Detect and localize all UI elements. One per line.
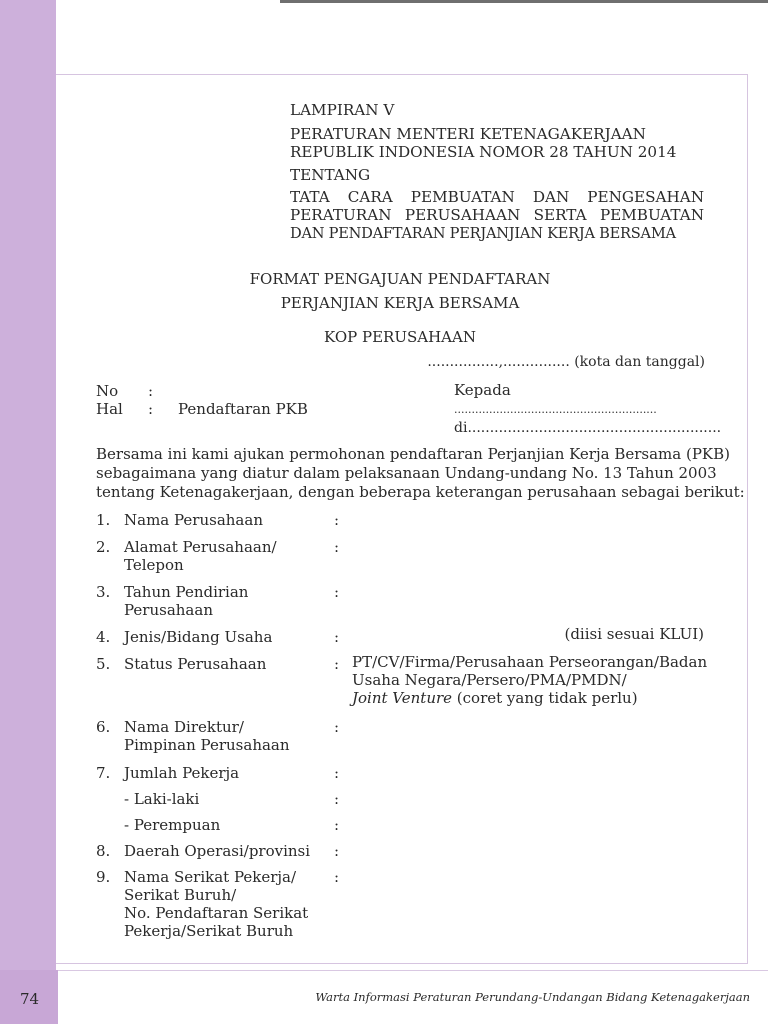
item-colon: : — [334, 538, 340, 556]
item-colon: : — [334, 718, 340, 736]
item-label: Alamat Perusahaan/ — [124, 538, 277, 556]
item-label: Pimpinan Perusahaan — [124, 736, 290, 754]
item-label: Daerah Operasi/provinsi — [124, 842, 311, 860]
coret-note: (coret yang tidak perlu) — [452, 689, 638, 707]
judul-line-2: PERATURAN PERUSAHAAN SERTA PEMBUATAN — [290, 206, 704, 224]
kota-tanggal: ................,............... (kota dan tanggal) — [427, 354, 705, 370]
tentang-label: TENTANG — [290, 166, 371, 184]
peraturan-line-1: PERATURAN MENTERI KETENAGAKERJAAN — [290, 125, 646, 143]
hal-value: Pendaftaran PKB — [178, 400, 308, 418]
item-colon: : — [334, 842, 340, 860]
kop-perusahaan: KOP PERUSAHAAN — [324, 328, 476, 346]
joint-venture-text: Joint Venture — [352, 689, 453, 707]
format-title-line-1: FORMAT PENGAJUAN PENDAFTARAN — [249, 270, 551, 288]
item-number: 9. — [96, 868, 111, 886]
no-colon: : — [148, 382, 154, 400]
paragraph-line-1: Bersama ini kami ajukan permohonan pendaftaran Perjanjian Kerja Bersama (PKB) — [96, 445, 731, 463]
item-colon: : — [334, 764, 340, 782]
item-number: 7. — [96, 764, 111, 782]
item-colon: : — [334, 511, 340, 529]
item-value-line-1: PT/CV/Firma/Perusahaan Perseorangan/Badan — [352, 653, 708, 671]
item-colon: : — [334, 583, 340, 601]
item-label: Status Perusahaan — [124, 655, 267, 673]
item-colon: : — [334, 868, 340, 886]
footer-divider — [58, 970, 768, 971]
kepada-dots: .......................................................... — [454, 403, 657, 416]
item-value-line-3 — [352, 689, 638, 707]
item-label: Jenis/Bidang Usaha — [124, 628, 273, 646]
hal-colon: : — [148, 400, 154, 418]
paragraph-line-3: tentang Ketenagakerjaan, dengan beberapa keterangan perusahaan sebagai berikut: — [96, 483, 745, 501]
item-label: Tahun Pendirian — [124, 583, 249, 601]
item-label: Pekerja/Serikat Buruh — [124, 922, 294, 940]
item-value-line-2: Usaha Negara/Persero/PMA/PMDN/ — [352, 671, 627, 689]
item-label: Serikat Buruh/ — [124, 886, 237, 904]
hal-label: Hal — [96, 400, 123, 418]
item-label: Nama Serikat Pekerja/ — [124, 868, 297, 886]
no-label: No — [96, 382, 119, 400]
item-label: - Perempuan — [124, 816, 221, 834]
item-number: 6. — [96, 718, 111, 736]
item-value: (diisi sesuai KLUI) — [564, 625, 704, 643]
paragraph-line-2: sebagaimana yang diatur dalam pelaksanaan Undang-undang No. 13 Tahun 2003 — [96, 464, 717, 482]
item-number: 3. — [96, 583, 111, 601]
item-number: 1. — [96, 511, 111, 529]
kepada-label: Kepada — [454, 381, 511, 399]
item-colon: : — [334, 628, 340, 646]
footer-text: Warta Informasi Peraturan Perundang-Undangan Bidang Ketenagakerjaan — [315, 990, 750, 1004]
item-label: Telepon — [124, 556, 184, 574]
lampiran-label: LAMPIRAN V — [290, 101, 395, 119]
item-colon: : — [334, 816, 340, 834]
di-line: di......................................................... — [454, 420, 722, 436]
item-label: Jumlah Pekerja — [124, 764, 240, 782]
item-label: Nama Perusahaan — [124, 511, 263, 529]
item-number: 8. — [96, 842, 111, 860]
item-number: 5. — [96, 655, 111, 673]
page-side-band — [0, 0, 56, 970]
item-label: Nama Direktur/ — [124, 718, 244, 736]
item-label: Perusahaan — [124, 601, 213, 619]
item-colon: : — [334, 790, 340, 808]
item-number: 4. — [96, 628, 111, 646]
item-number: 2. — [96, 538, 111, 556]
item-colon: : — [334, 655, 340, 673]
judul-line-3: DAN PENDAFTARAN PERJANJIAN KERJA BERSAMA — [290, 225, 676, 242]
format-title-line-2: PERJANJIAN KERJA BERSAMA — [280, 294, 520, 312]
top-rule — [280, 0, 768, 3]
item-label: No. Pendaftaran Serikat — [124, 904, 309, 922]
peraturan-line-2: REPUBLIK INDONESIA NOMOR 28 TAHUN 2014 — [290, 143, 677, 161]
item-label: - Laki-laki — [124, 790, 200, 808]
page-number: 74 — [20, 990, 40, 1008]
judul-line-1: TATA CARA PEMBUATAN DAN PENGESAHAN — [290, 188, 704, 206]
